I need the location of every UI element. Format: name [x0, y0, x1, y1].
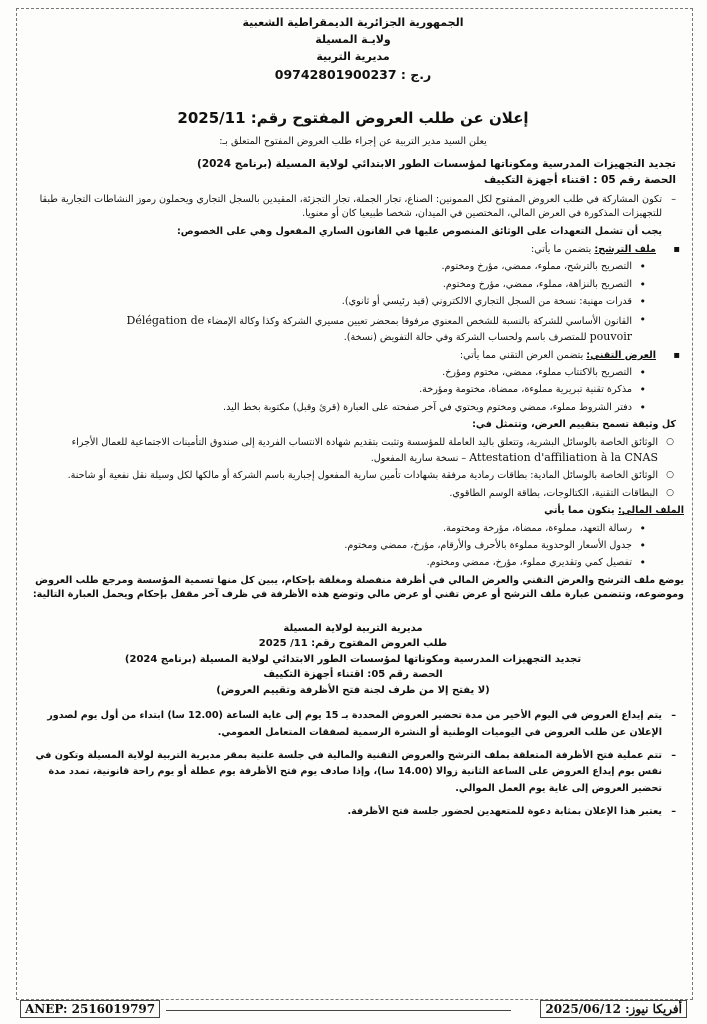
anep-reference: ANEP: 2516019797 [20, 1000, 160, 1018]
technical-cards-item: ○ البطاقات التقنية، الكتالوجات، بطاقة الوسم الطاقوي. [22, 487, 680, 501]
technical-heading [22, 349, 678, 363]
statute-fr2: pouvoir [589, 330, 632, 344]
candidature-heading [22, 243, 678, 257]
eligibility-note: يجب أن تشمل التعهدات على الوثائق المنصوص عليها في القانون الساري المفعول وهي على الخصوص: [176, 225, 662, 237]
publication-footer [16, 998, 691, 1020]
candidature-label: ملف الترشح: [594, 244, 656, 256]
evaluation-docs-note: كل وثيقة تسمح بتقييم العرض، وتتمثل في: [472, 419, 676, 431]
announcement-page [22, 14, 684, 827]
financial-label: الملف المالي: [617, 505, 684, 517]
financial-heading [22, 504, 684, 518]
envelope-line4: الحصة رقم 05: اقتناء أجهزة التكييف [263, 669, 443, 681]
statute-text: القانون الأساسي للشركة بالنسبة للشخص المعنوي مرفوقا بمحضر تعيين مسيري الشركة وكذا وكالة الإمضاء [207, 315, 632, 327]
financial-heading-rest: يتكون مما يأتي [544, 505, 618, 517]
list-item: • جدول الأسعار الوحدوية مملوءة بالأحرف والأرقام، مؤرخ، ممضي ومختوم. [22, 539, 654, 553]
publication-date: أفريكا نيوز: 2025/06/12 [540, 1000, 687, 1018]
material-docs-item: ○ الوثائق الخاصة بالوسائل المادية: بطاقات رمادية مرفقة بشهادات تأمين سارية المفعول إجبارية باسم الشركة أو مالكها لكل وسيلة نقل نفعية أو شاحنة. [22, 469, 680, 483]
technical-label: العرض التقني: [586, 349, 656, 361]
envelope-line3: تجديد التجهيزات المدرسية ومكوناتها لمؤسسات الطور الابتدائي لولاية المسيلة (برنامج 2024) [124, 653, 582, 665]
eligibility-text: – تكون المشاركة في طلب العروض المفتوح لكل الممونين: الصناع، تجار الجملة، تجار التجزئة، المقيدين بالسجل التجاري ويحملون رموز النشاطات التجارية طبقا للتجهيزات المذكورة في العرض المالي، المختصين في الميدان، شخصا طبيعيا كان أو معنويا. [22, 193, 684, 222]
tax-number: ر.ج : 09742801900237 [274, 67, 432, 83]
list-item: • قدرات مهنية: نسخة من السجل التجاري الالكتروني (قيد رئيسي أو ثانوي). [22, 295, 654, 309]
list-item: • التصريح بالنزاهة، مملوء، ممضي، مؤرخ ومختوم. [22, 278, 654, 292]
province-name: ولايـة المسيلة [315, 33, 391, 47]
page-title: إعلان عن طلب العروض المفتوح رقم: 2025/11 [177, 108, 529, 127]
envelope-line5: (لا يفتح إلا من طرف لجنة فتح الأظرفة وتقييم العروض) [216, 684, 490, 696]
envelope-line2: طلب العروض المفتوح رقم: 11/ 2025 [258, 638, 448, 650]
hr-docs-text: الوثائق الخاصة بالوسائل البشرية، وتتعلق باليد العاملة للمؤسسة وتثبت بتقديم شهادة الانتساب الفردية إلى صندوق التأمينات الاجتماعية للعمال الأجراء [71, 436, 658, 448]
list-item: • التصريح بالاكتتاب مملوء، ممضي، مختوم ومؤرخ. [22, 366, 654, 380]
issuer-header [22, 14, 684, 85]
intro-text: يعلن السيد مدير التربية عن إجراء طلب العروض المفتوح المتعلق بـ: [219, 136, 487, 148]
footer-divider [166, 1010, 511, 1011]
list-item: • رسالة التعهد، مملوءة، ممضاة، مؤرخة ومختومة. [22, 522, 654, 536]
envelope-label [22, 621, 684, 699]
submission-instructions: يوضع ملف الترشح والعرض التقني والعرض المالي في أظرفة منفصلة ومغلقة بإحكام، يبين كل منها تسمية المؤسسة ومرجع طلب العروض وموضوعه، وتتضمن عبارة ملف الترشح أو عرض تقني أو عرض مالي وتوضع هذه الأظرفة في ظرف آخر مقفل بإحكام ويحمل العبارة التالية: [32, 574, 684, 601]
envelope-line1: مديرية التربية لولاية المسيلة [283, 622, 423, 634]
republic-name: الجمهورية الجزائرية الديمقراطية الشعبية [242, 16, 464, 29]
technical-heading-rest: يتضمن العرض التقني مما يأتي: [459, 349, 587, 361]
invitation-note: – يعتبر هذا الإعلان بمثابة دعوة للمتعهدين لحضور جلسة فتح الأظرفة. [22, 804, 684, 821]
statute-item [22, 313, 654, 346]
cnas-attestation: Attestation d'affiliation à la CNAS [469, 450, 658, 464]
project-line1: تجديد التجهيزات المدرسية ومكوناتها لمؤسسات الطور الابتدائي لولاية المسيلة (برنامج 2024) [197, 158, 676, 171]
statute-fr1: Délégation de [126, 313, 205, 327]
list-item: • التصريح بالترشح، مملوء، ممضي، مؤرخ ومختوم. [22, 260, 654, 274]
opening-session-note: – تتم عملية فتح الأظرفة المتعلقة بملف الترشح والعروض التقنية والمالية في جلسة علنية بمقر مديرية التربية لولاية المسيلة وتكون في نفس يوم إيداع العروض على الساعة الثانية زوالا (14.00 سا)، وإذا صادف يوم فتح الأظرفة يوم عطلة أو يوم راحة قانونية، تمدد مدة تحضير العروض إلى غاية يوم العمل الموالي. [22, 748, 684, 798]
candidature-heading-rest: يتضمن ما يأتي: [530, 244, 595, 256]
project-lot: الحصة رقم 05 : اقتناء أجهزة التكييف [484, 174, 676, 187]
project-title [22, 157, 684, 189]
directorate-name: مديرية التربية [316, 50, 390, 64]
statute-end: للمتصرف باسم ولحساب الشركة وفي حالة التفويض (نسخة). [343, 332, 587, 344]
hr-docs-end: – نسخة سارية المفعول. [370, 452, 467, 464]
list-item: • دفتر الشروط مملوء، ممضي ومختوم ويحتوي في آخر صفحته على العبارة (قرئ وقبل) مكتوبة بخط اليد. [22, 401, 654, 415]
deposit-deadline-note: – يتم إيداع العروض في اليوم الأخير من مدة تحضير العروض المحددة بـ 15 يوم إلى غاية الساعة (12.00 سا) ابتداء من أول يوم لصدور الإعلان عن طلب العروض في اليوميات الوطنية أو النشرة الرسمية لصفقات المتعامل العمومي. [22, 708, 684, 742]
hr-docs-item [22, 436, 680, 467]
list-item: • تفصيل كمي وتقديري مملوء، مؤرخ، ممضي ومختوم. [22, 556, 654, 570]
list-item: • مذكرة تقنية تبريرية مملوءة، ممضاة، مختومة ومؤرخة. [22, 383, 654, 397]
